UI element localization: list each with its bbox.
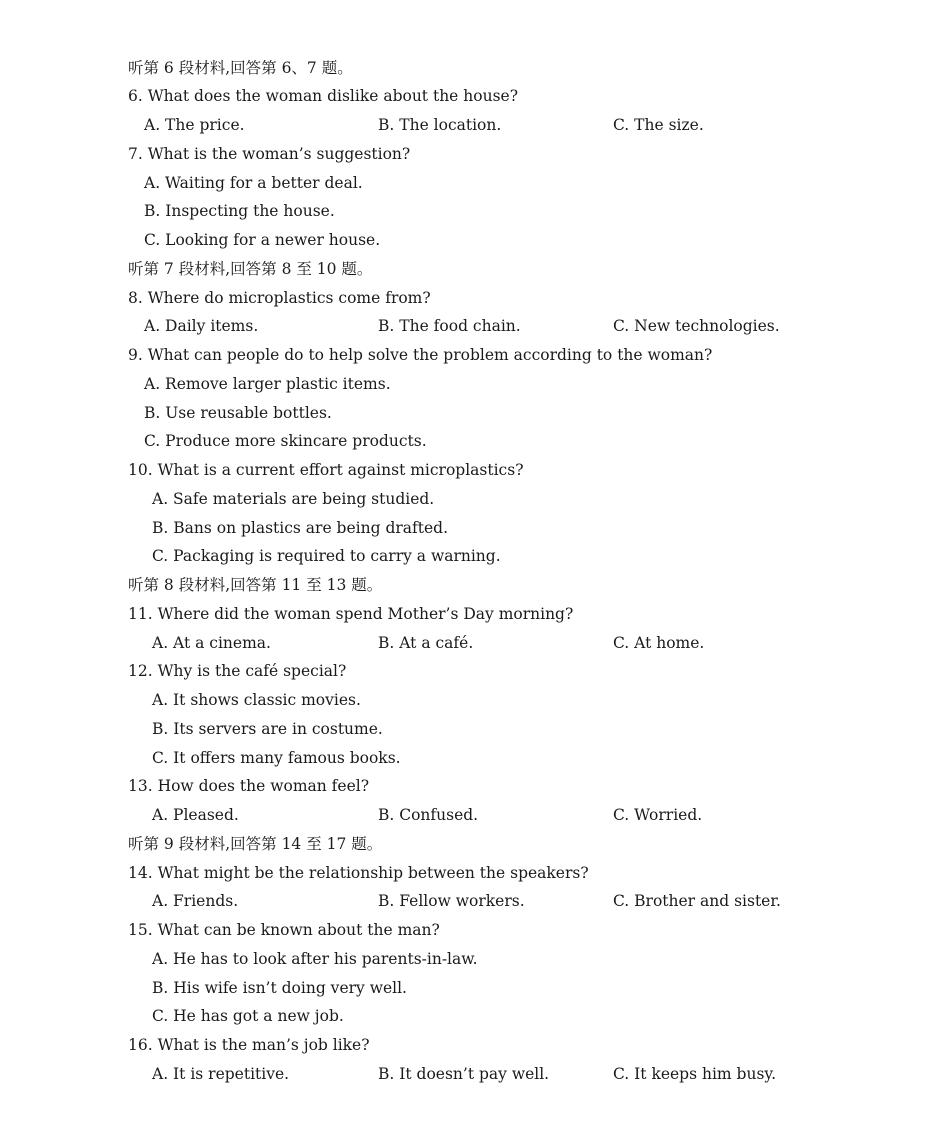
option-a: A. Pleased. [152, 806, 239, 824]
question-stem: 9. What can people do to help solve the problem according to the woman? [128, 346, 713, 364]
option-a: A. At a cinema. [152, 633, 271, 652]
option-a: A. Friends. [152, 892, 239, 911]
answer-option: B. His wife isn’t doing very well. [152, 978, 407, 997]
answer-option: C. It offers many famous books. [152, 748, 401, 767]
question-stem: 7. What is the woman’s suggestion? [128, 144, 411, 163]
option-c: C. New technologies. [613, 317, 780, 336]
question-stem: 6. What does the woman dislike about the house? [128, 87, 519, 106]
question-stem: 8. Where do microplastics come from? [128, 288, 431, 307]
answer-option: C. Looking for a newer house. [144, 231, 381, 249]
option-a: A. It is repetitive. [152, 1064, 290, 1083]
option-b: B. Confused. [378, 806, 479, 824]
section-header: 听第 6 段材料,回答第 6、7 题。 [128, 58, 353, 77]
option-c: C. It keeps him busy. [613, 1064, 777, 1083]
answer-option: B. Use reusable bottles. [144, 403, 332, 422]
answer-option: C. He has got a new job. [152, 1007, 344, 1026]
answer-option: C. Packaging is required to carry a warning. [152, 547, 501, 566]
option-a: A. The price. [144, 116, 245, 134]
question-stem: 12. Why is the café special? [128, 662, 347, 681]
answer-option: A. Safe materials are being studied. [152, 489, 435, 508]
option-b: B. Fellow workers. [378, 892, 525, 911]
option-c: C. Brother and sister. [613, 892, 781, 911]
option-b: B. It doesn’t pay well. [378, 1064, 550, 1083]
answer-option: B. Its servers are in costume. [152, 719, 383, 738]
question-stem: 11. Where did the woman spend Mother’s Day morning? [128, 604, 574, 623]
option-b: B. The food chain. [378, 317, 521, 336]
question-stem: 16. What is the man’s job like? [128, 1036, 370, 1054]
options-row [0, 111, 950, 140]
question-stem: 15. What can be known about the man? [128, 921, 440, 939]
options-row [0, 887, 950, 916]
answer-option: A. It shows classic movies. [152, 691, 361, 709]
section-header: 听第 7 段材料,回答第 8 至 10 题。 [128, 259, 373, 278]
option-b: B. At a café. [378, 633, 474, 652]
options-row [0, 801, 950, 830]
option-c: C. The size. [613, 116, 704, 134]
answer-option: A. Remove larger plastic items. [144, 374, 391, 393]
options-row [0, 312, 950, 341]
answer-option: A. He has to look after his parents-in-law. [152, 949, 478, 968]
answer-option: C. Produce more skincare products. [144, 432, 427, 451]
options-row [0, 1060, 950, 1089]
question-stem: 13. How does the woman feel? [128, 777, 370, 796]
answer-option: B. Bans on plastics are being drafted. [152, 518, 448, 537]
option-b: B. The location. [378, 116, 502, 134]
section-header: 听第 9 段材料,回答第 14 至 17 题。 [128, 834, 383, 853]
option-c: C. At home. [613, 633, 705, 652]
option-c: C. Worried. [613, 806, 703, 824]
option-a: A. Daily items. [144, 317, 259, 336]
question-stem: 14. What might be the relationship between the speakers? [128, 863, 589, 882]
question-stem: 10. What is a current effort against microplastics? [128, 461, 524, 479]
answer-option: B. Inspecting the house. [144, 202, 335, 221]
answer-option: A. Waiting for a better deal. [144, 173, 363, 192]
options-row [0, 629, 950, 658]
section-header: 听第 8 段材料,回答第 11 至 13 题。 [128, 576, 383, 594]
